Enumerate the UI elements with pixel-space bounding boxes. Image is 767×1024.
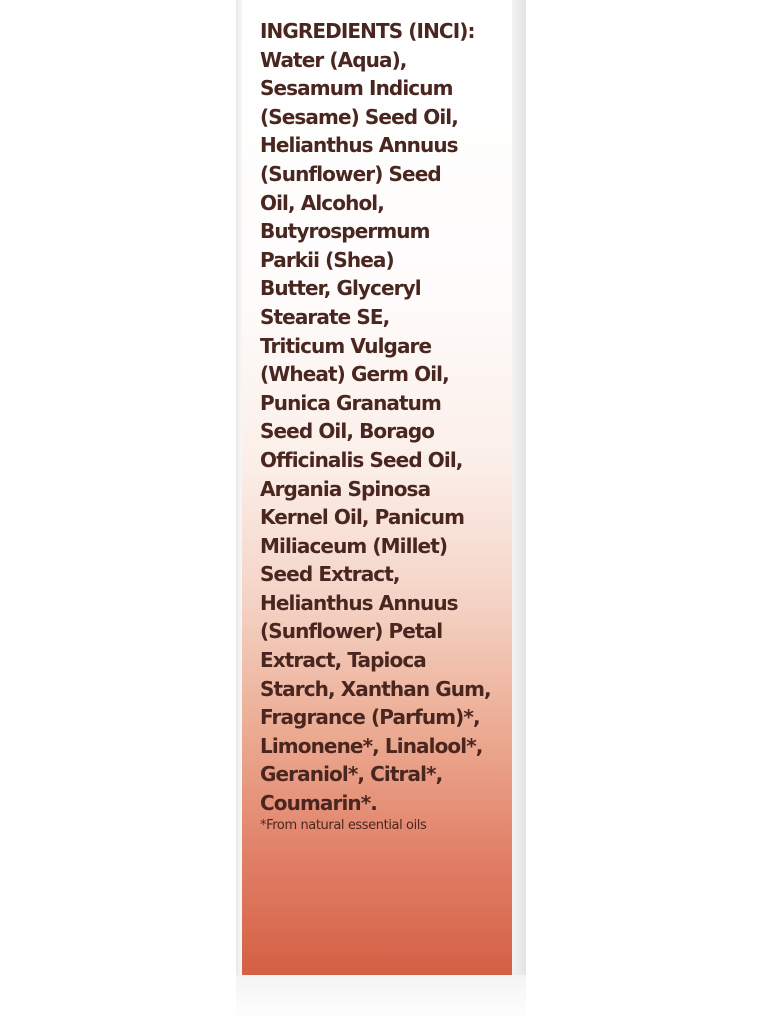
ingredient-line: Butyrospermum <box>260 219 430 244</box>
ingredient-line: Helianthus Annuus <box>260 590 458 615</box>
ingredient-line: (Sunflower) Seed <box>260 161 441 186</box>
ingredient-line: Butter, Glyceryl <box>260 276 421 301</box>
ingredient-line: Seed Extract, <box>260 562 400 587</box>
box-bottom-edge <box>236 975 526 1024</box>
ingredient-line: Starch, Xanthan Gum, <box>260 676 491 701</box>
ingredient-line: Miliaceum (Millet) <box>260 533 448 558</box>
ingredient-line: Extract, Tapioca <box>260 648 426 673</box>
ingredient-line: Triticum Vulgare <box>260 333 432 358</box>
ingredient-line: Seed Oil, Borago <box>260 419 435 444</box>
ingredient-line: (Wheat) Germ Oil, <box>260 362 449 387</box>
ingredient-line: (Sunflower) Petal <box>260 619 443 644</box>
ingredients-list <box>260 17 506 818</box>
ingredient-line: Argania Spinosa <box>260 476 431 501</box>
ingredient-line: Officinalis Seed Oil, <box>260 447 463 472</box>
essential-oils-footnote: *From natural essential oils <box>260 818 427 833</box>
ingredient-line: Stearate SE, <box>260 304 390 329</box>
ingredient-line: Sesamum Indicum <box>260 76 453 101</box>
ingredient-line: Coumarin*. <box>260 791 378 816</box>
ingredient-line: (Sesame) Seed Oil, <box>260 104 458 129</box>
ingredients-heading: INGREDIENTS (INCI): <box>260 19 475 43</box>
ingredient-line: Limonene*, Linalool*, <box>260 733 483 758</box>
ingredient-line: Geraniol*, Citral*, <box>260 762 443 787</box>
ingredient-line: Water (Aqua), <box>260 47 407 72</box>
ingredient-line: Kernel Oil, Panicum <box>260 505 465 530</box>
ingredient-line: Punica Granatum <box>260 390 441 415</box>
ingredient-line: Fragrance (Parfum)*, <box>260 705 480 730</box>
box-right-edge <box>512 0 526 1024</box>
ingredient-line: Oil, Alcohol, <box>260 190 384 215</box>
ingredient-line: Helianthus Annuus <box>260 133 458 158</box>
ingredient-line: Parkii (Shea) <box>260 247 394 272</box>
